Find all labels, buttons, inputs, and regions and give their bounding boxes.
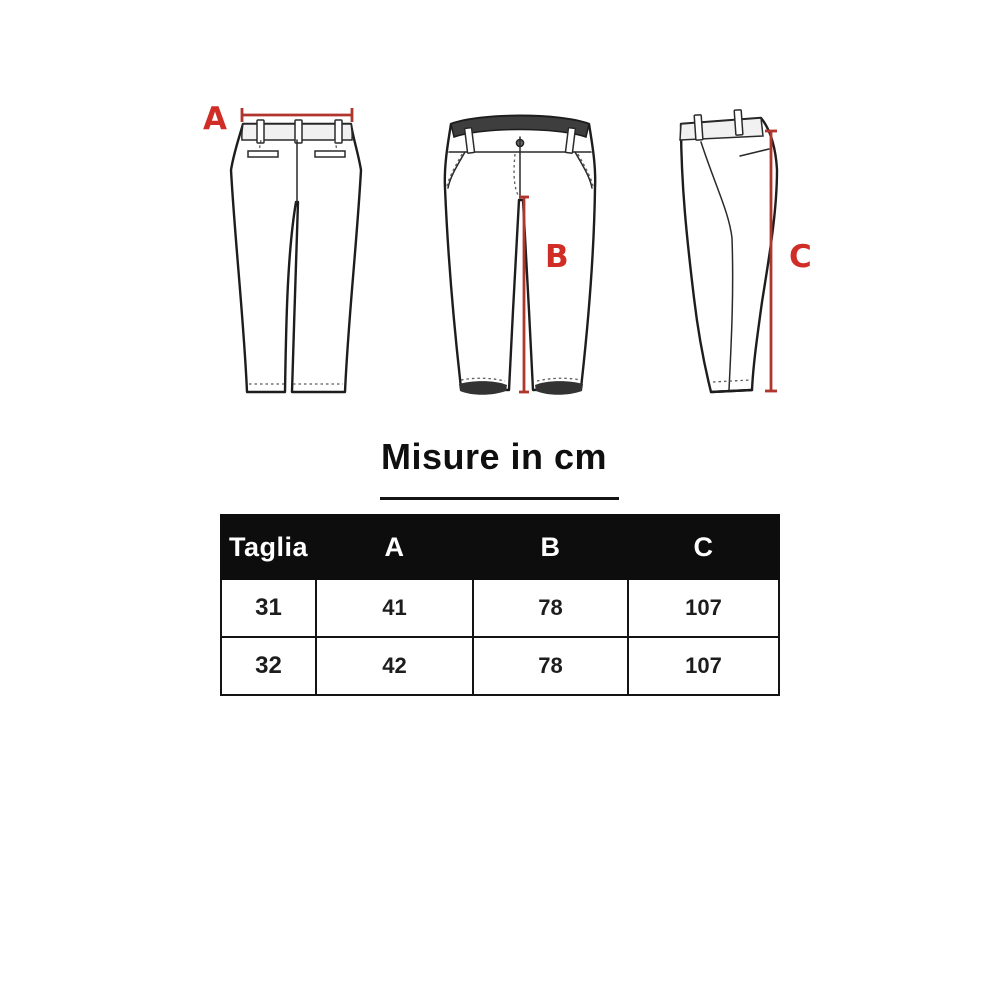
header-b: B (473, 515, 628, 579)
cell-32-a: 42 (316, 637, 473, 695)
cell-31-b: 78 (473, 579, 628, 637)
pants-back-silhouette (231, 124, 361, 392)
page-title: Misure in cm (380, 436, 608, 477)
pants-back-view-drawing (195, 90, 375, 410)
table-header-row (221, 515, 779, 579)
header-a: A (316, 515, 473, 579)
size-table (220, 514, 780, 696)
pants-side-view-drawing (655, 90, 830, 410)
cell-31-a: 41 (316, 579, 473, 637)
measurement-label-c: C (789, 239, 812, 275)
header-taglia: Taglia (221, 515, 316, 579)
measurement-label-a: A (203, 101, 227, 137)
title-underline (380, 497, 619, 500)
header-c: C (628, 515, 779, 579)
cell-32-b: 78 (473, 637, 628, 695)
table-row (221, 637, 779, 695)
table-row (221, 579, 779, 637)
measurement-label-b: B (545, 239, 569, 275)
cell-32-c: 107 (628, 637, 779, 695)
front-hem-right (535, 381, 583, 395)
front-hem-left (459, 381, 507, 395)
back-pocket-left (248, 151, 278, 157)
pants-side-silhouette (681, 118, 777, 392)
pants-front-view-drawing (435, 90, 620, 410)
cell-size-31: 31 (221, 579, 316, 637)
cell-31-c: 107 (628, 579, 779, 637)
back-pocket-right (315, 151, 345, 157)
side-waistband (680, 118, 763, 140)
cell-size-32: 32 (221, 637, 316, 695)
